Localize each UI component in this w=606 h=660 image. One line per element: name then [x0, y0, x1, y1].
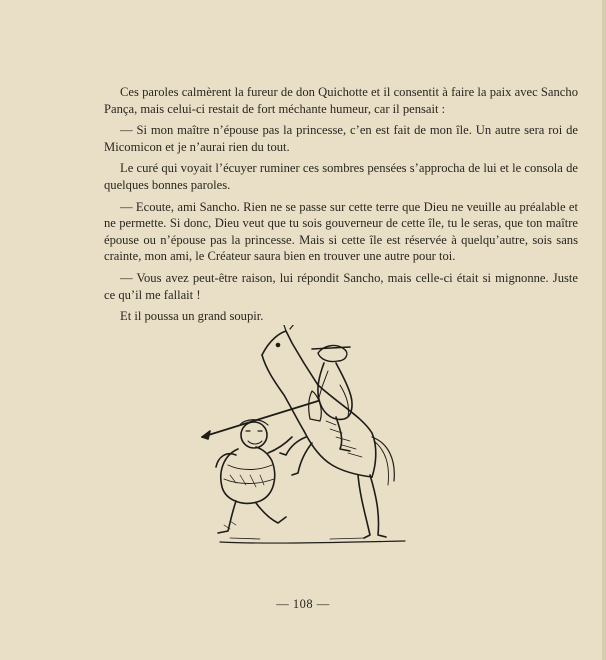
paragraph: — Si mon maître n’épouse pas la princesse, c’en est fait de mon île. Un autre sera roi de Micomicon et je n’aurai rien du tout.: [104, 123, 578, 154]
page-number: — 108 —: [276, 597, 330, 611]
body-text: [104, 84, 578, 330]
illustration-knight-and-squire: [200, 325, 410, 550]
paragraph: — Vous avez peut-être raison, lui répondit Sancho, mais celle-ci était si mignonne. Juste ce qu’il me fallait !: [104, 270, 578, 302]
paragraph: Et il poussa un grand soupir.: [120, 309, 264, 324]
paragraph: Le curé qui voyait l’écuyer ruminer ces sombres pensées s’approcha de lui et le consola de quelques bonnes paroles.: [104, 161, 578, 192]
paragraph: Ces paroles calmèrent la fureur de don Quichotte et il consentit à faire la paix avec Sancho Pança, mais celui-ci restait de fort méchante humeur, car il pensait :: [104, 85, 578, 116]
paragraph: — Ecoute, ami Sancho. Rien ne se passe sur cette terre que Dieu ne veuille au préalable et ne permette. Si donc, Dieu veut que tu sois gouverneur de cette île, tu le seras, que ton maître épouse ou n’épouse pas la princesse. Mais si cette île est réservée à quelqu’autre, sois sans crainte, mon ami, le Créateur saura bien en trouver une autre pour toi.: [104, 199, 578, 264]
